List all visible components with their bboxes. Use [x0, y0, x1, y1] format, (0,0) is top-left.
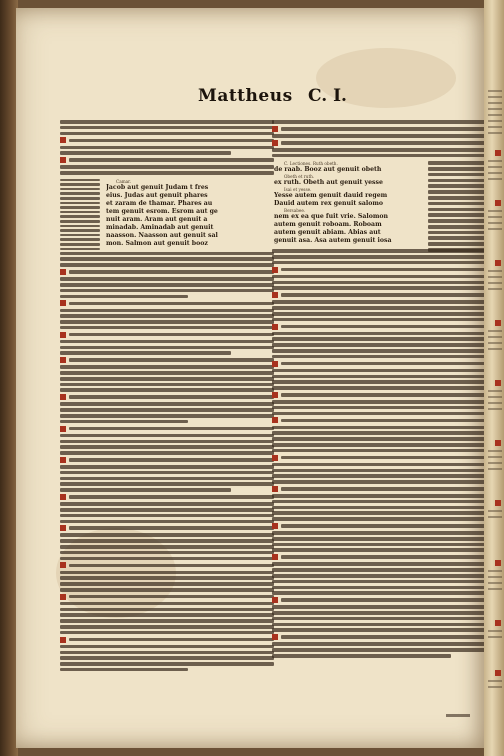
genealogy-block-right: C. Lectiones. Ruth obeth. de raab. Booz aut genuit obeth Obeth et ruth. ex ruth. Obeth aut genuit yesse Isai et yesse. Yesse autem genuit dauid regem Dauid autem rex genuit salomo Bersabee. nem ex ea que fuit vrie. Salomon autem genuit roboam. Roboam autem genuit abiam. Abias aut genuit asa. Asa autem genuit iosa	[274, 161, 424, 245]
paragraph-mark-icon	[60, 394, 66, 400]
genealogy-line: nuit aram. Aram aut genuit a	[106, 215, 208, 223]
paragraph-mark-icon	[272, 523, 278, 529]
genealogy-line: mon. Salmon aut genuit booz	[106, 239, 208, 247]
genealogy-line: naasson. Naasson aut genuit sal	[106, 231, 218, 239]
paragraph-mark-icon	[272, 324, 278, 330]
paragraph-mark-icon	[60, 269, 66, 275]
paragraph-mark-icon	[60, 332, 66, 338]
genealogy-line: eius. Judas aut genuit phares	[106, 191, 208, 199]
genealogy-line: autem genuit abiam. Abias aut	[274, 229, 381, 237]
paragraph-mark-icon	[272, 392, 278, 398]
paragraph-mark-icon	[272, 140, 278, 146]
paragraph-mark-icon	[272, 292, 278, 298]
paragraph-mark-icon	[60, 357, 66, 363]
book-title: Mattheus	[198, 86, 293, 106]
genealogy-line: Yesse autem genuit dauid regem	[274, 192, 388, 200]
paragraph-mark-icon	[60, 300, 66, 306]
manuscript-page	[16, 8, 488, 748]
genealogy-line: de raab. Booz aut genuit obeth	[274, 166, 382, 174]
paragraph-mark-icon	[272, 417, 278, 423]
genealogy-line: genuit asa. Asa autem genuit iosa	[274, 237, 392, 245]
paragraph-mark-icon	[272, 126, 278, 132]
paragraph-mark-icon	[272, 455, 278, 461]
page-header	[16, 86, 488, 110]
paragraph-mark-icon	[272, 267, 278, 273]
catchword	[446, 714, 470, 717]
genealogy-line: Dauid autem rex genuit salomo	[274, 200, 384, 208]
paragraph-mark-icon	[60, 494, 66, 500]
paragraph-mark-icon	[60, 457, 66, 463]
paragraph-mark-icon	[272, 554, 278, 560]
paragraph-mark-icon	[272, 361, 278, 367]
paragraph-mark-icon	[60, 594, 66, 600]
paragraph-mark-icon	[272, 486, 278, 492]
paragraph-mark-icon	[272, 634, 278, 640]
paragraph-mark-icon	[60, 562, 66, 568]
right-column	[272, 120, 496, 660]
chapter-number: C. I.	[308, 86, 347, 106]
paragraph-mark-icon	[272, 597, 278, 603]
genealogy-line: autem genuit roboam. Roboam	[274, 221, 382, 229]
genealogy-line: minadab. Aminadab aut genuit	[106, 223, 214, 231]
genealogy-line: ex ruth. Obeth aut genuit yesse	[274, 179, 383, 187]
paragraph-mark-icon	[60, 137, 66, 143]
paragraph-mark-icon	[60, 426, 66, 432]
paragraph-mark-icon	[60, 637, 66, 643]
facing-page-edge	[484, 0, 504, 756]
genealogy-line: tem genuit esrom. Esrom aut ge	[106, 207, 218, 215]
genealogy-line: et zaram de thamar. Phares au	[106, 199, 213, 207]
paragraph-mark-icon	[60, 525, 66, 531]
genealogy-block-left: Camar. Jacob aut genuit Judam t fres eius. Judas aut genuit phares et zaram de thamar. Phares au tem genuit esrom. Esrom aut ge nuit aram. Aram aut genuit a minadab. Aminadab aut genuit naasson. Naasson aut genuit sal mon. Salmon aut genuit booz	[106, 179, 234, 248]
paragraph-mark-icon	[60, 157, 66, 163]
genealogy-line: nem ex ea que fuit vrie. Salomon	[274, 213, 389, 221]
left-column	[60, 120, 274, 674]
genealogy-line: Jacob aut genuit Judam t fres	[106, 183, 209, 191]
